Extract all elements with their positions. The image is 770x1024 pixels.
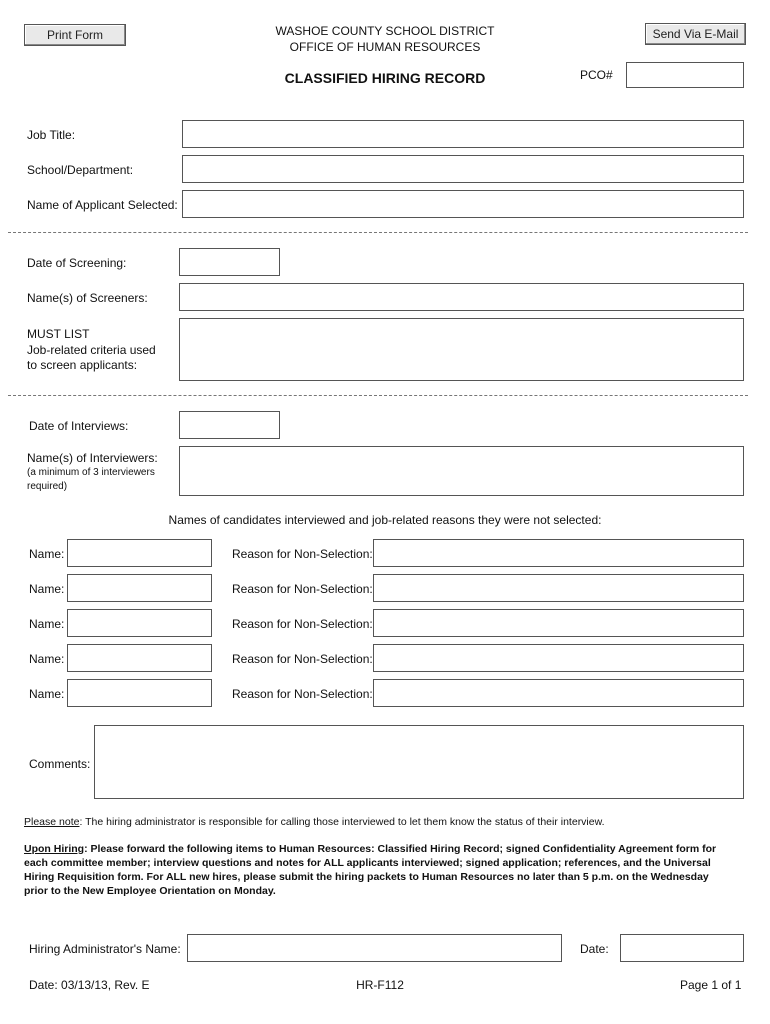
hiring-admin-input[interactable] (187, 934, 562, 962)
reason-label: Reason for Non-Selection: (232, 687, 373, 701)
candidate-name-input[interactable] (67, 679, 212, 707)
criteria-label-line3: to screen applicants: (27, 358, 138, 372)
interviewers-note-line1: (a minimum of 3 interviewers (27, 467, 155, 478)
send-email-button[interactable]: Send Via E-Mail (645, 23, 746, 45)
candidate-name-input[interactable] (67, 609, 212, 637)
office-name: OFFICE OF HUMAN RESOURCES (289, 40, 481, 54)
reason-input[interactable] (373, 644, 744, 672)
candidates-heading: Names of candidates interviewed and job-related reasons they were not selected: (168, 513, 602, 527)
screeners-input[interactable] (179, 283, 744, 311)
section-divider (8, 395, 748, 396)
reason-label: Reason for Non-Selection: (232, 582, 373, 596)
reason-input[interactable] (373, 574, 744, 602)
reason-input[interactable] (373, 679, 744, 707)
please-note-body: : The hiring administrator is responsible for calling those interviewed to let them know the status of their interview. (79, 816, 605, 828)
comments-input[interactable] (94, 725, 744, 799)
print-form-button[interactable]: Print Form (24, 24, 126, 46)
comments-label: Comments: (29, 757, 91, 771)
reason-input[interactable] (373, 539, 744, 567)
pco-input[interactable] (626, 62, 744, 88)
reason-input[interactable] (373, 609, 744, 637)
form-number: HR-F112 (356, 978, 404, 992)
upon-hiring-text (24, 842, 724, 898)
please-note-text (24, 815, 724, 829)
upon-hiring-body: : Please forward the following items to Human Resources: Classified Hiring Record; signed Confidentiality Agreement form for each committee member; interview questions and notes for ALL applicants interviewed; signed application; references, and the Universal Hiring Requisition form. For ALL new hires, please submit the hiring packets to Human Resources no later than 5 p.m. on the Wednesday prior to the New Employee Orientation on Monday. (24, 843, 717, 897)
footer-date: Date: 03/13/13, Rev. E (29, 978, 150, 992)
job-title-label: Job Title: (27, 128, 76, 142)
reason-label: Reason for Non-Selection: (232, 617, 373, 631)
candidate-name-input[interactable] (67, 539, 212, 567)
page-number: Page 1 of 1 (680, 978, 742, 992)
district-name: WASHOE COUNTY SCHOOL DISTRICT (275, 24, 495, 38)
criteria-input[interactable] (179, 318, 744, 381)
candidate-name-input[interactable] (67, 574, 212, 602)
criteria-label-line2: Job-related criteria used (27, 343, 156, 357)
job-title-input[interactable] (182, 120, 744, 148)
interview-date-label: Date of Interviews: (29, 419, 129, 433)
candidate-name-input[interactable] (67, 644, 212, 672)
screeners-label: Name(s) of Screeners: (27, 291, 148, 305)
section-divider (8, 232, 748, 233)
applicant-input[interactable] (182, 190, 744, 218)
school-department-label: School/Department: (27, 163, 134, 177)
interviewers-input[interactable] (179, 446, 744, 496)
interview-date-input[interactable] (179, 411, 280, 439)
signature-date-label: Date: (580, 942, 609, 956)
hiring-admin-label: Hiring Administrator's Name: (29, 942, 181, 956)
pco-label: PCO# (580, 68, 613, 82)
candidate-name-label: Name: (29, 687, 65, 701)
candidate-name-label: Name: (29, 617, 65, 631)
candidate-name-label: Name: (29, 582, 65, 596)
criteria-label-line1: MUST LIST (27, 327, 90, 341)
please-note-lead: Please note (24, 816, 80, 828)
candidate-name-label: Name: (29, 652, 65, 666)
reason-label: Reason for Non-Selection: (232, 652, 373, 666)
screening-date-label: Date of Screening: (27, 256, 127, 270)
interviewers-note-line2: required) (27, 481, 68, 492)
school-department-input[interactable] (182, 155, 744, 183)
applicant-label: Name of Applicant Selected: (27, 198, 178, 212)
candidate-name-label: Name: (29, 547, 65, 561)
upon-hiring-lead: Upon Hiring (24, 843, 85, 855)
page-title: CLASSIFIED HIRING RECORD (284, 70, 486, 86)
screening-date-input[interactable] (179, 248, 280, 276)
reason-label: Reason for Non-Selection: (232, 547, 373, 561)
signature-date-input[interactable] (620, 934, 744, 962)
interviewers-label: Name(s) of Interviewers: (27, 451, 158, 465)
